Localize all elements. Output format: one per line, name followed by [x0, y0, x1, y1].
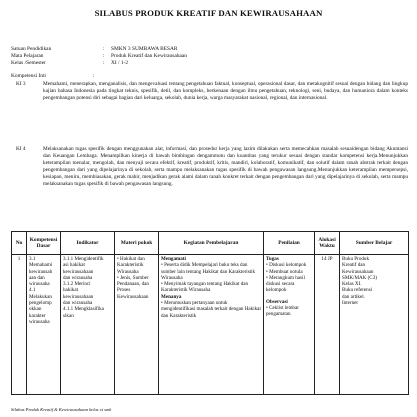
ki-3-block	[11, 81, 408, 143]
cell-sumber	[340, 255, 409, 395]
header-indikator: Indikator	[61, 232, 115, 255]
line: 3.1.1 Mengidentifik	[63, 256, 104, 262]
line: Kelas XI.	[342, 281, 362, 288]
meta-value: XI / 1-2	[111, 60, 129, 67]
line: kewirausah	[29, 268, 53, 275]
line: • Hakikat dan	[117, 256, 145, 262]
ki-text: Memahami, menerapkan, menganalisis, dan mengevaluasi tentang pengetahuan faktual, konseptual, operasional dasar, dan metakognitif sesuai dengan bidang dan lingkup kajian bahasa Indonesia pada tingkat teknis, spesifik, detil, dan kompleks, berkenaan dengan ilmu pengetahuan, teknologi, seni, budaya, dan humaniora dalam konteks pengembangan potensi diri sebagai bagian dari keluarga, sekolah, dunia kerja, warga masyarakat nasional, regional, dan internasional.	[43, 81, 408, 101]
line: Karakteristik	[117, 262, 144, 269]
page-footer: Silabus Produk Kreatif & Kewirausahaan kelas xi smk	[11, 407, 112, 412]
kegiatan-item: • Menyimak tayangan tentang Hakikat dan Karakteristik Wirausaha	[161, 281, 261, 294]
kegiatan-heading: Mengamati	[161, 256, 186, 262]
penilaian-item: • Merangkum hasil diskusi secara kelompok	[266, 275, 312, 294]
header-kegiatan: Kegiatan Pembelajaran	[159, 232, 264, 255]
line: asi hakikat	[63, 262, 85, 269]
meta-key: Satuan Pendidikan	[11, 46, 52, 52]
ki-code: KI 4	[16, 146, 26, 152]
header-no: No	[12, 232, 27, 255]
line: sikan	[63, 312, 74, 319]
meta-row	[11, 53, 187, 60]
line: Buku referensi	[342, 287, 373, 294]
ki-text: Melaksanakan tugas spesifik dengan menggunakan alat, informasi, dan prosedur kerja yang lazim dilakukan serta memecahkan masalah sesuaidengan bidang Akuntansi dan Keuangan Lembaga. Menampilkan kinerja di bawah bimbingan dengammutu dan kuantitas yang terukur sesuai dengan standar kompetensi kerja.Menunjukkan keterampilan menalar, mengolah, dan menyaji secara efektif, kreatif, produktif, kritis, mandiri, kolaboratif, komunikatif, dan solutif dalam ranah abstrak terkait dengan pengembangan dari yang dipelajarinya di sekolah, serta mampu melaksanakan tugas spesifik di bawah pengawasan langsung.Menunjukkan keterampilan mempersepsi, kesiapan, meniru, membiasakan, gerak mahir, menjadikan gerak alami dalam ranah konkret terkait dengan pengembangan dari yang dipelajarinya di sekolah, serta mampu melaksanakan tugas spesifik di bawah pengawasan langsung.	[43, 146, 408, 187]
kegiatan-item: • Peserta didik Mempelajari buku teks dan sumber lain tentang Hakikat dan Karakteristik Wirausaha	[161, 262, 261, 281]
line: kewirausahaan	[63, 268, 94, 275]
meta-colon: :	[103, 53, 105, 60]
cell-no: 1	[12, 255, 27, 395]
line: dan wirausaha	[63, 274, 93, 281]
line: wirausaha	[29, 318, 50, 325]
line: Proses	[117, 287, 131, 294]
table-header-row	[12, 232, 409, 255]
document-title: SILABUS PRODUK KREATIF DAN KEWIRAUSAHAAN	[94, 8, 323, 18]
meta-colon: :	[103, 46, 105, 52]
line: 3.1 Memahami	[29, 256, 53, 269]
ki-code: KI 3	[16, 81, 26, 87]
line: Pendanaan, dan	[117, 281, 149, 288]
meta-colon: :	[103, 60, 105, 67]
cell-alokasi: 14 JP	[315, 255, 340, 395]
line: 4.1 Melakukan	[29, 287, 52, 300]
line: 4.1.1 Mengklasifika	[63, 306, 104, 313]
line: • Jenis, Sumber	[117, 274, 149, 281]
kegiatan-heading: Menanya	[161, 293, 182, 300]
kegiatan-item: • Merumuskan pertanyaan untuk mengidentifikasi masalah terkait dengan Hakikat dan Karakteristik	[161, 300, 261, 319]
line: Kreatif dan	[342, 262, 366, 269]
syllabus-table	[11, 231, 409, 395]
line: Buku Produk	[342, 256, 370, 262]
meta-row	[11, 60, 187, 67]
header-materi: Materi pokok	[115, 232, 159, 255]
header-alokasi: Alokasi Waktu	[315, 232, 340, 255]
line: 3.1.2 Merinci	[63, 281, 91, 288]
line: Kewirausahaan	[117, 293, 149, 300]
cell-materi	[115, 255, 159, 395]
line: karakter	[29, 312, 46, 319]
meta-key: Kelas /Semester	[11, 60, 46, 67]
penilaian-heading: Observasi	[266, 298, 288, 305]
header-sumber: Sumber Belajar	[340, 232, 409, 255]
header-penilaian: Penilaian	[264, 232, 315, 255]
line: aan dan	[29, 274, 45, 281]
penilaian-item: • Ceklist lembar pengamatan	[266, 305, 312, 318]
line: wirausaha	[29, 281, 50, 288]
line: okkan	[29, 306, 42, 313]
cell-kegiatan	[159, 255, 264, 395]
cell-penilaian	[264, 255, 315, 395]
line: Wirausaha	[117, 268, 139, 275]
penilaian-item: • Diskusi kelompok	[266, 262, 312, 268]
meta-value: SMKN 3 SUMBAWA BESAR	[111, 46, 178, 52]
line: kewirausahaan	[63, 293, 94, 300]
ki-colon: :	[93, 73, 95, 79]
penilaian-item: • Membuat notula	[266, 269, 312, 275]
cell-indikator	[61, 255, 115, 395]
meta-value: Produk Kreatif dan Kewirausahaan	[111, 53, 187, 60]
penilaian-heading: Tugas	[266, 256, 279, 262]
line: hakikat	[63, 287, 78, 294]
cell-kd	[27, 255, 61, 395]
line: dan artikel.	[342, 293, 365, 300]
line: Kewirausahaan	[342, 268, 374, 275]
line: Internet	[342, 300, 358, 307]
syllabus-meta	[11, 46, 187, 68]
meta-key: Mata Pelajaran	[11, 53, 44, 60]
line: SMK/MAK (C3)	[342, 274, 377, 281]
ki-label: Kompetensi Inti	[11, 73, 46, 79]
header-kd: Kompetensi Dasar	[27, 232, 61, 255]
line: dan wirausaha	[63, 300, 93, 307]
line: pengelomp	[29, 300, 52, 307]
ki-4-block	[11, 146, 408, 228]
table-row	[12, 255, 409, 395]
